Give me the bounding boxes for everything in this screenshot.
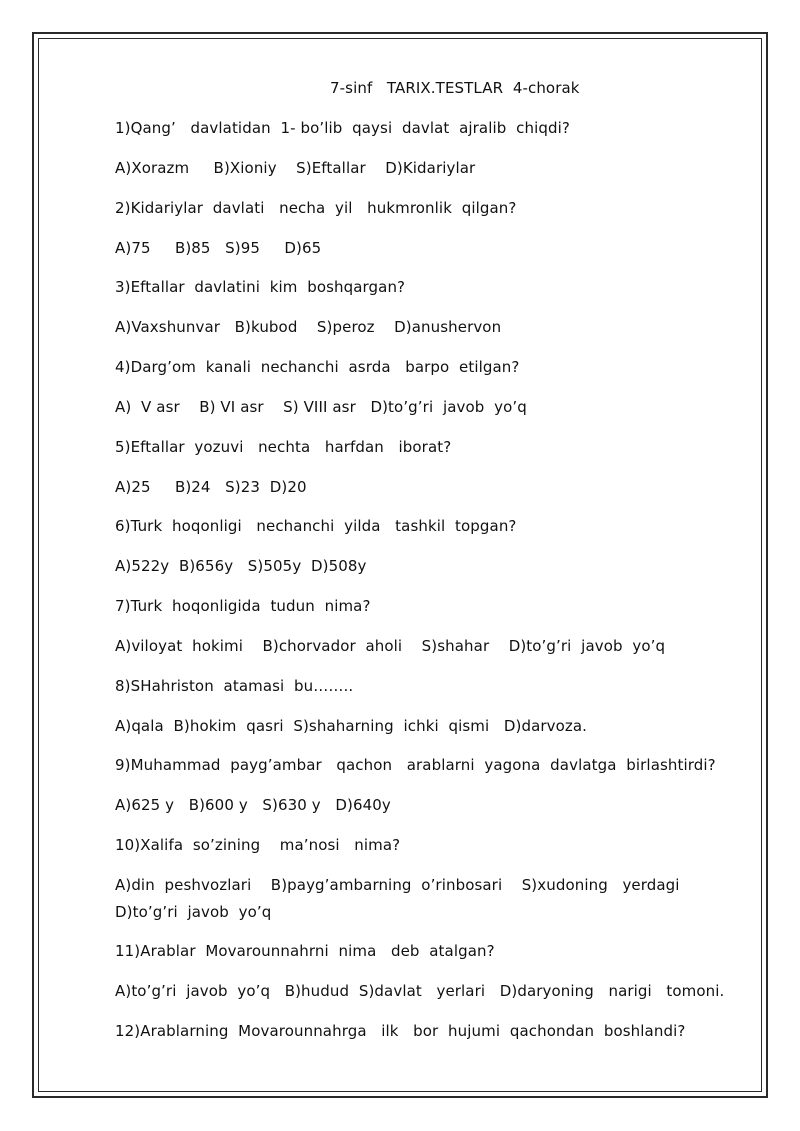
question-6: 6)Turk hoqonligi nechanchi yilda tashkil topgan? [115, 517, 517, 535]
answers-5: A)25 B)24 S)23 D)20 [115, 478, 307, 496]
question-8: 8)SHahriston atamasi bu…….. [115, 677, 354, 695]
question-5: 5)Eftallar yozuvi nechta harfdan iborat? [115, 438, 452, 456]
question-3: 3)Eftallar davlatini kim boshqargan? [115, 278, 406, 296]
answers-6: A)522y B)656y S)505y D)508y [115, 557, 367, 575]
question-10: 10)Xalifa so’zining ma’nosi nima? [115, 836, 401, 854]
question-4: 4)Darg’om kanali nechanchi asrda barpo etilgan? [115, 358, 520, 376]
answers-11: A)to’g’ri javob yo’q B)hudud S)davlat yerlari D)daryoning narigi tomoni. [115, 982, 725, 1000]
question-12: 12)Arablarning Movarounnahrga ilk bor hujumi qachondan boshlandi? [115, 1022, 686, 1040]
question-2: 2)Kidariylar davlati necha yil hukmronlik qilgan? [115, 199, 517, 217]
question-9: 9)Muhammad payg’ambar qachon arablarni yagona davlatga birlashtirdi? [115, 756, 716, 774]
page-title: 7-sinf TARIX.TESTLAR 4-chorak [330, 79, 580, 97]
answers-10-line-2: D)to’g’ri javob yo’q [115, 903, 272, 921]
question-7: 7)Turk hoqonligida tudun nima? [115, 597, 371, 615]
answers-1: A)Xorazm B)Xioniy S)Eftallar D)Kidariylar [115, 159, 476, 177]
question-1: 1)Qang’ davlatidan 1- bo’lib qaysi davlat ajralib chiqdi? [115, 119, 570, 137]
answers-8: A)qala B)hokim qasri S)shaharning ichki qismi D)darvoza. [115, 717, 588, 735]
answers-10-line-1: A)din peshvozlari B)payg’ambarning o’rinbosari S)xudoning yerdagi [115, 876, 680, 894]
answers-7: A)viloyat hokimi B)chorvador aholi S)shahar D)to’g’ri javob yo’q [115, 637, 666, 655]
answers-3: A)Vaxshunvar B)kubod S)peroz D)anushervon [115, 318, 502, 336]
answers-2: A)75 B)85 S)95 D)65 [115, 239, 322, 257]
question-11: 11)Arablar Movarounnahrni nima deb atalgan? [115, 942, 495, 960]
answers-4: A) V asr B) VI asr S) VIII asr D)to’g’ri javob yo’q [115, 398, 527, 416]
answers-9: A)625 y B)600 y S)630 y D)640y [115, 796, 391, 814]
